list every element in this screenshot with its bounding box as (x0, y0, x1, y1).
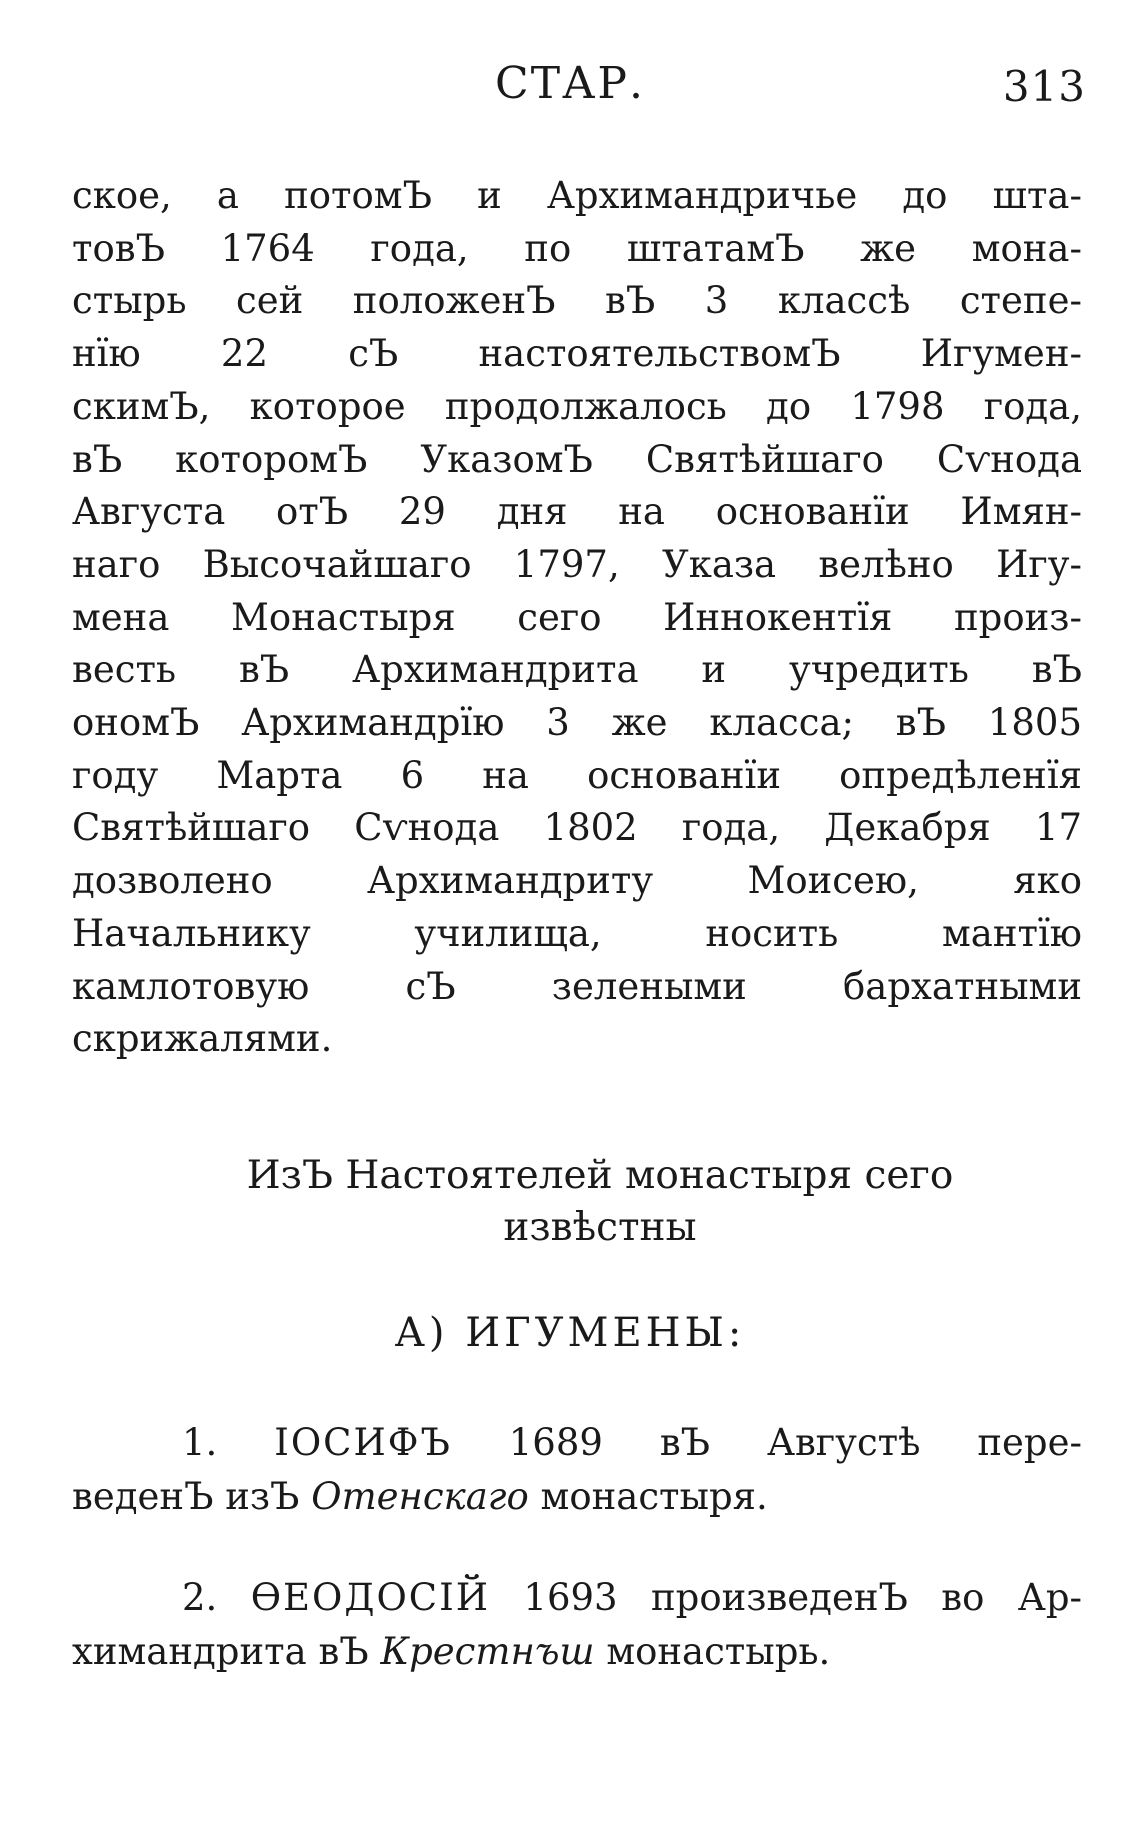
text-line: скимЪ, которое продолжалось до 1798 года, (72, 384, 1082, 428)
entry-text: монастыря. (540, 1475, 768, 1518)
entry-number: 1. (182, 1421, 218, 1464)
entry-line (72, 1571, 1082, 1625)
text-line: Августа отЪ 29 дня на основанїи Имян- (72, 490, 1082, 534)
text-line: дозволено Архимандриту Моисею, яко (72, 859, 1082, 903)
text-line: году Марта 6 на основанїи опредѣленїя (72, 753, 1082, 797)
text-line: товЪ 1764 года, по штатамЪ же мона- (72, 226, 1082, 270)
page-number: 313 (1002, 62, 1086, 111)
entry-name: ѲЕОДОСIЙ (250, 1576, 491, 1619)
section-heading-line: извѣстны (503, 1205, 697, 1250)
entry-text: химандрита вЪ (72, 1630, 369, 1673)
text-line: нїю 22 сЪ настоятельствомЪ Игумен- (72, 332, 1082, 376)
section-heading (100, 1150, 1100, 1254)
entry-line (72, 1416, 1082, 1470)
sub-heading: А) ИГУМЕНЫ: (394, 1310, 746, 1356)
entry-place: Отенскаго (311, 1475, 529, 1518)
text-line: мена Монастыря сего Иннокентїя произ- (72, 595, 1082, 639)
text-line: вЪ которомЪ УказомЪ Святѣйшаго Сѵнода (72, 437, 1082, 481)
text-line: ское, а потомЪ и Архимандричье до шта- (72, 174, 1082, 217)
text-line: наго Высочайшаго 1797, Указа велѣно Игу- (72, 542, 1082, 586)
text-line: весть вЪ Архимандрита и учредить вЪ (72, 648, 1082, 692)
running-title: СТАР. (495, 58, 645, 109)
entry-text: 1689 вЪ Августѣ пере- (508, 1421, 1082, 1464)
entry-text: 1693 произведенЪ во Ар- (523, 1576, 1083, 1619)
text-line: Начальнику училища, носить мантїю (72, 911, 1082, 955)
entry-text: монастырь. (606, 1630, 831, 1673)
running-head (0, 58, 1140, 118)
body-paragraph (72, 170, 1082, 1066)
entry-number: 2. (182, 1576, 218, 1619)
list-item (72, 1416, 1082, 1524)
text-line: камлотовую сЪ зелеными бархатными (72, 964, 1082, 1008)
text-line: стырь сей положенЪ вЪ 3 классѣ степе- (72, 279, 1082, 323)
entry-place: Крестнъш (380, 1630, 595, 1673)
entry-text: веденЪ изЪ (72, 1475, 300, 1518)
text-line: ономЪ Архимандрїю 3 же класса; вЪ 1805 (72, 701, 1082, 745)
entry-line (72, 1625, 1082, 1679)
entry-name: IОСИФЪ (274, 1421, 452, 1464)
section-heading-line: ИзЪ Настоятелей монастыря сего (246, 1153, 954, 1198)
list-item (72, 1571, 1082, 1679)
text-line: скрижалями. (72, 1017, 333, 1061)
text-line: Святѣйшаго Сѵнода 1802 года, Декабря 17 (72, 806, 1082, 850)
entry-line (72, 1470, 1082, 1524)
